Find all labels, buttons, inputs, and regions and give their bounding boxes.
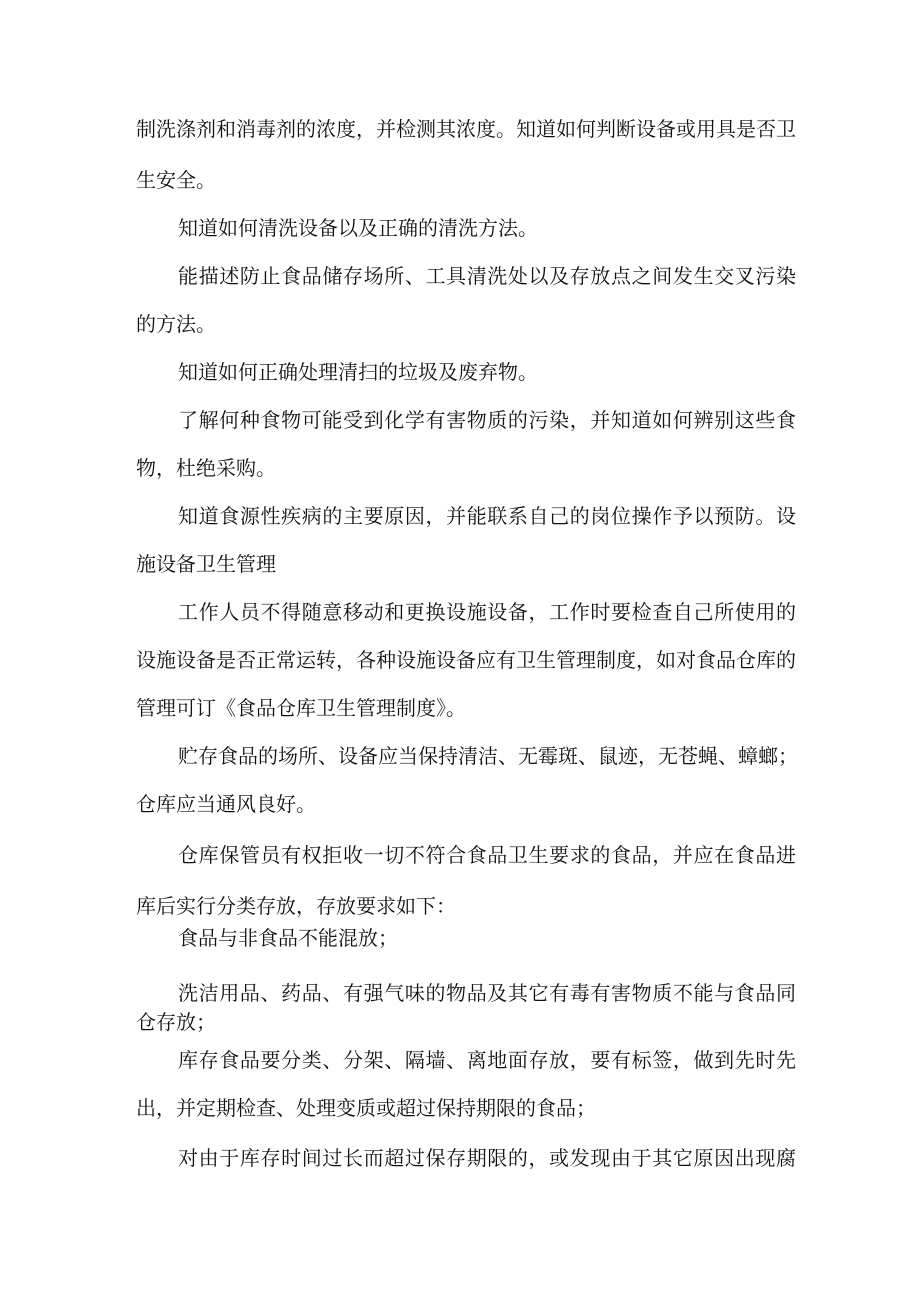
text-line: 仓库保管员有权拒收一切不符合食品卫生要求的食品，并应在食品进 xyxy=(178,843,796,867)
text-line: 制洗涤剂和消毒剂的浓度，并检测其浓度。知道如何判断设备或用具是否卫 xyxy=(136,117,796,141)
text-line: 对由于库存时间过长而超过保存期限的，或发现由于其它原因出现腐 xyxy=(178,1146,796,1170)
text-line: 库存食品要分类、分架、隔墙、离地面存放，要有标签，做到先时先 xyxy=(178,1048,796,1072)
text-line: 物，杜绝采购。 xyxy=(136,456,276,480)
text-line: 知道如何正确处理清扫的垃圾及废弃物。 xyxy=(178,360,538,384)
text-line: 了解何种食物可能受到化学有害物质的污染，并知道如何辨别这些食 xyxy=(178,408,796,432)
text-line: 食品与非食品不能混放； xyxy=(178,926,398,950)
text-line: 施设备卫生管理 xyxy=(136,552,276,576)
text-line: 知道食源性疾病的主要原因，并能联系自己的岗位操作予以预防。设 xyxy=(178,504,796,528)
text-line: 出，并定期检查、处理变质或超过保持期限的食品； xyxy=(136,1096,596,1120)
text-line: 洗洁用品、药品、有强气味的物品及其它有毒有害物质不能与食品同 xyxy=(178,981,796,1005)
text-line: 设施设备是否正常运转，各种设施设备应有卫生管理制度，如对食品仓库的 xyxy=(136,648,796,672)
text-line: 的方法。 xyxy=(136,312,216,336)
text-line: 库后实行分类存放，存放要求如下： xyxy=(136,894,456,918)
text-line: 管理可订《食品仓库卫生管理制度》。 xyxy=(136,696,466,720)
text-line: 仓库应当通风良好。 xyxy=(136,792,316,816)
text-line: 知道如何清洗设备以及正确的清洗方法。 xyxy=(178,216,538,240)
text-line: 贮存食品的场所、设备应当保持清洁、无霉斑、鼠迹，无苍蝇、蟑螂； xyxy=(178,744,798,768)
text-line: 能描述防止食品储存场所、工具清洗处以及存放点之间发生交叉污染 xyxy=(178,264,796,288)
text-line: 仓存放； xyxy=(136,1010,216,1034)
text-line: 工作人员不得随意移动和更换设施设备，工作时要检查自己所使用的 xyxy=(178,600,796,624)
text-line: 生安全。 xyxy=(136,168,216,192)
